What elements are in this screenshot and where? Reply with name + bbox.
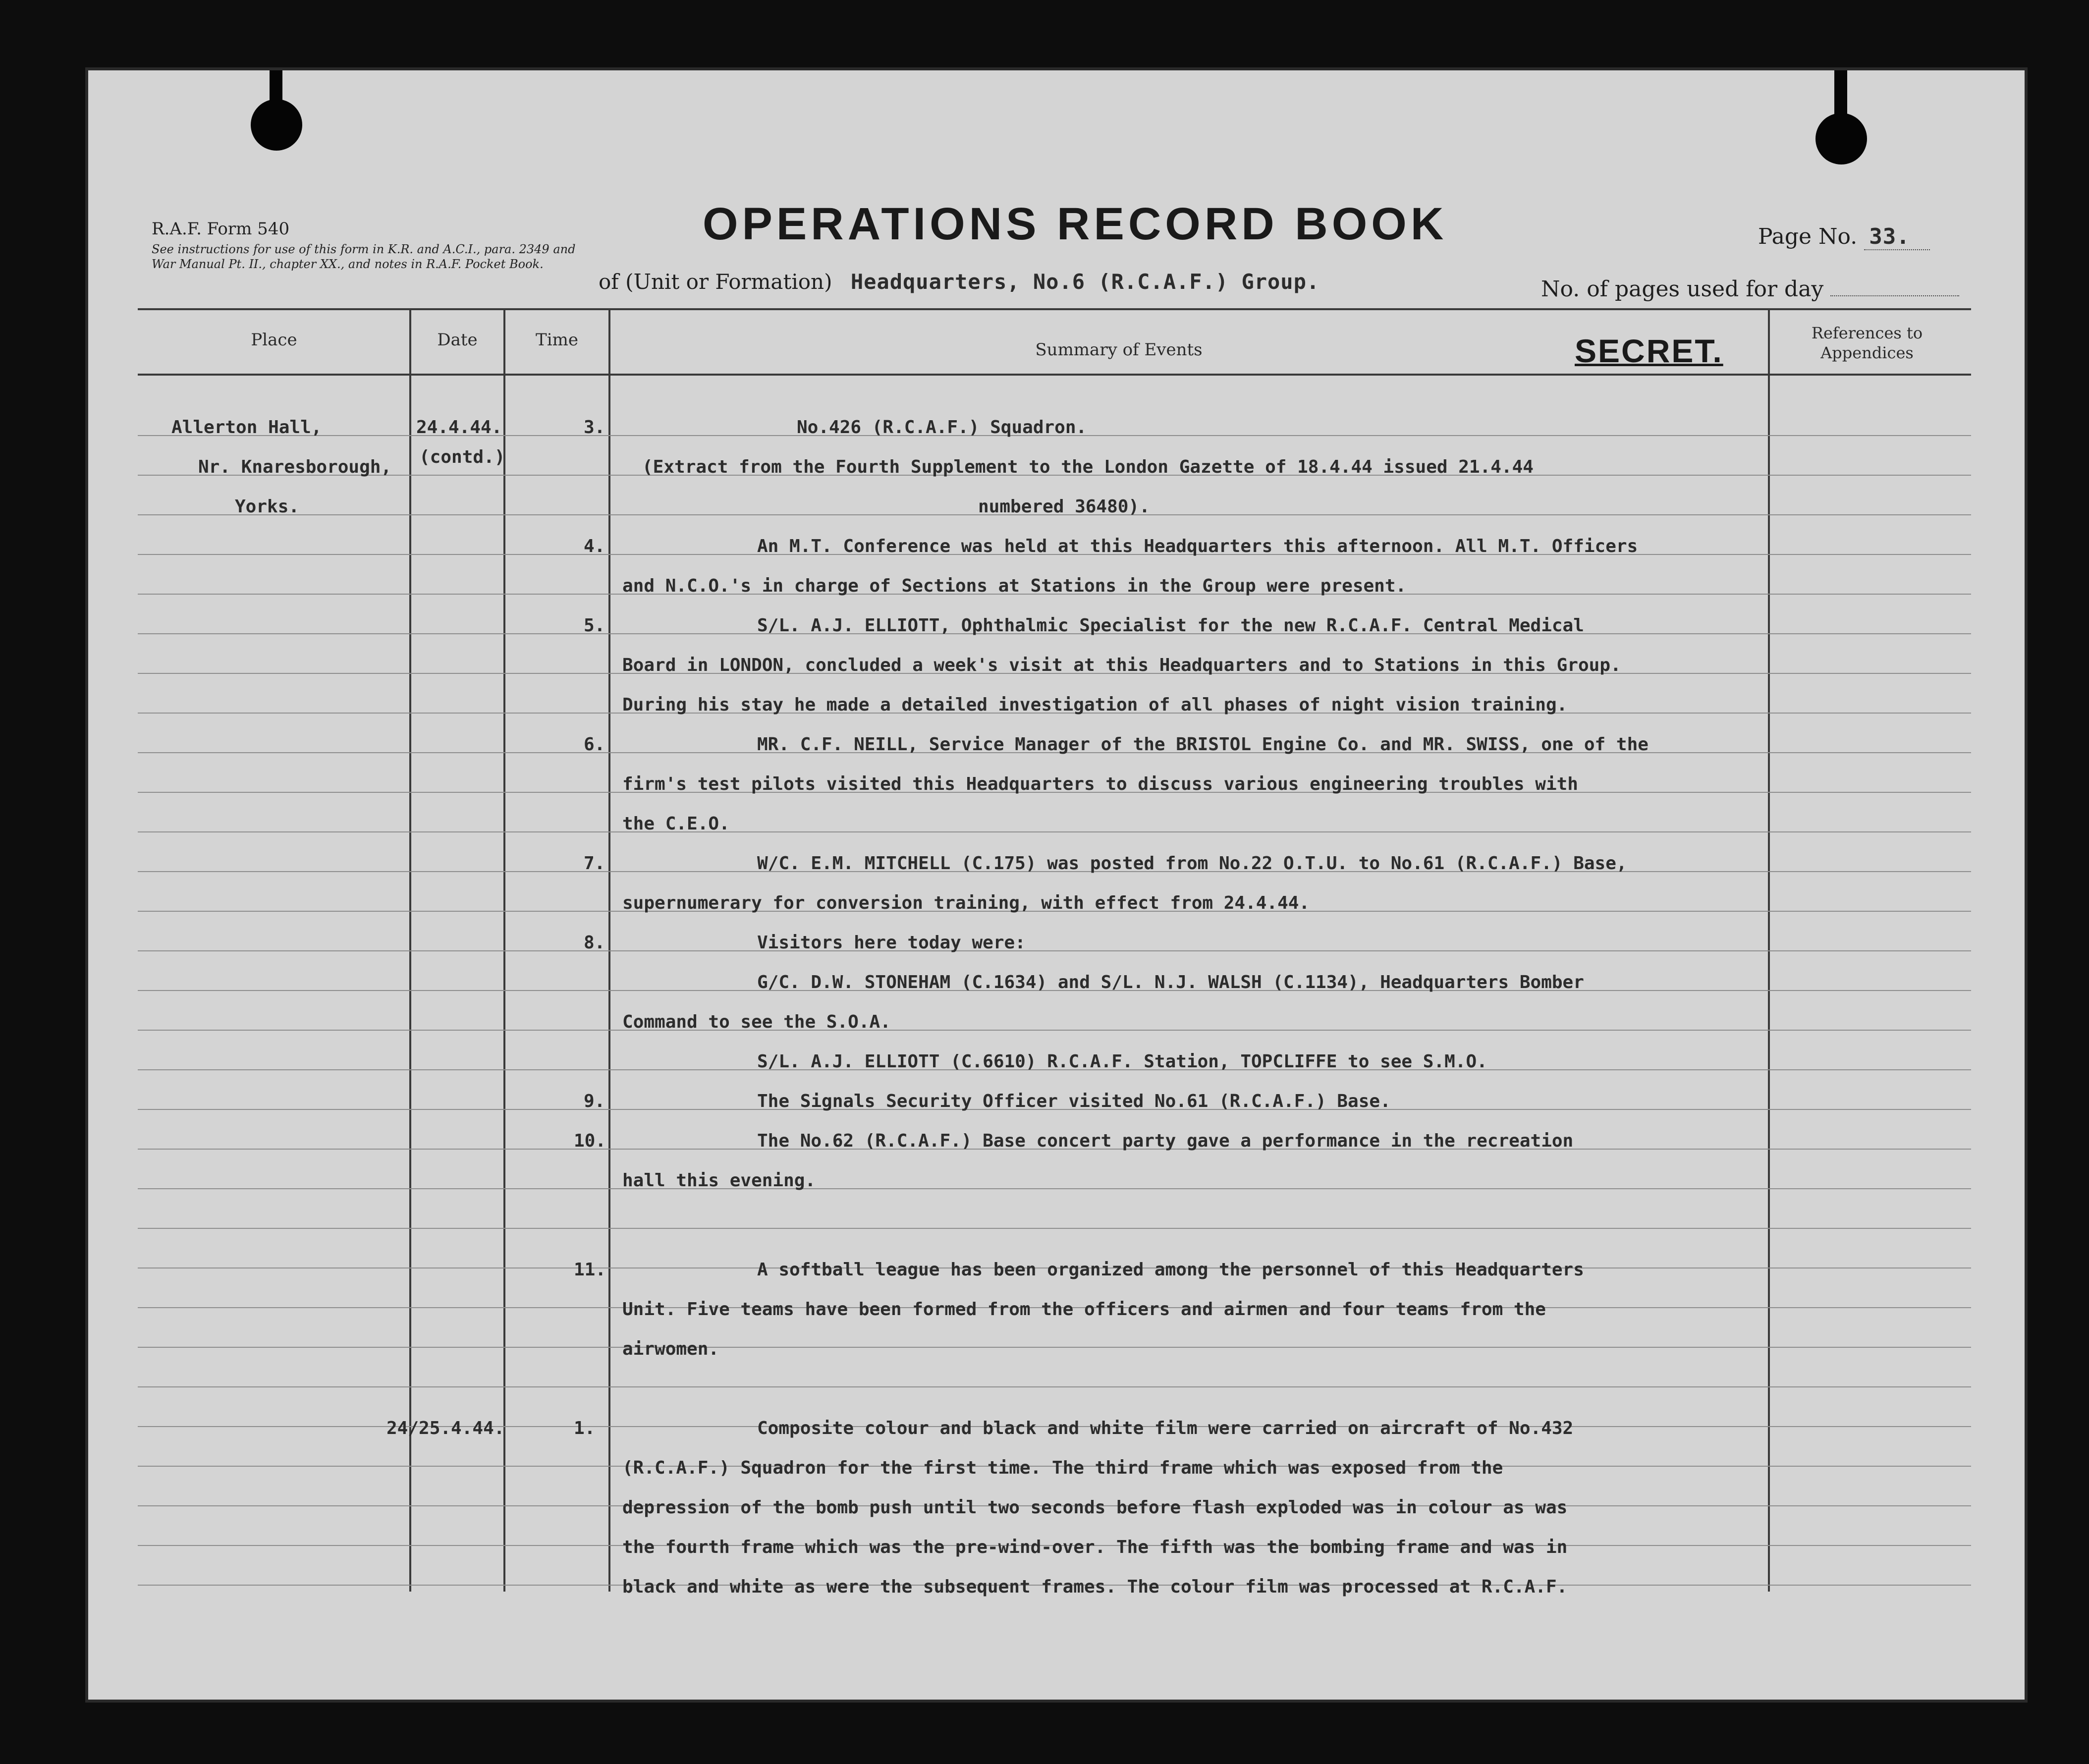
summary-line: S/L. A.J. ELLIOTT (C.6610) R.C.A.F. Station, TOPCLIFFE to see S.M.O.	[757, 1051, 1487, 1072]
pages-used-blank	[1830, 295, 1959, 296]
column-header-summary: Summary of Events	[1035, 340, 1203, 360]
item-number: 3.	[584, 417, 605, 438]
item-number: 4.	[584, 536, 605, 556]
summary-line: numbered 36480).	[978, 496, 1150, 517]
summary-line: the C.E.O.	[622, 814, 730, 834]
unit-value: Headquarters, No.6 (R.C.A.F.) Group.	[850, 270, 1320, 294]
page-number-label: Page No.	[1758, 224, 1858, 249]
summary-line: the fourth frame which was the pre-wind-over. The fifth was the bombing frame and was in	[622, 1537, 1568, 1557]
ruled-line	[138, 1386, 1971, 1387]
column-header-references: References to Appendices	[1811, 324, 1923, 362]
unit-label: of (Unit or Formation)	[599, 270, 832, 294]
ruled-line	[138, 1228, 1971, 1229]
column-header-place: Place	[251, 330, 297, 350]
summary-line: The No.62 (R.C.A.F.) Base concert party gave a performance in the recreation	[757, 1131, 1574, 1151]
column-header-date: Date	[437, 330, 478, 350]
ruled-line	[138, 950, 1971, 951]
summary-line: No.426 (R.C.A.F.) Squadron.	[797, 417, 1087, 438]
divider-place-date	[409, 308, 411, 1592]
form-instructions: See instructions for use of this form in K.R. and A.C.I., para. 2349 and War Manual Pt. II., chapter XX., and notes in R.A.F. Pocket Book.	[152, 242, 576, 271]
summary-line: (R.C.A.F.) Squadron for the first time. The third frame which was exposed from the	[622, 1458, 1503, 1478]
binder-hole-right	[1815, 113, 1867, 165]
item-number: 5.	[584, 615, 605, 636]
date-entry: 24/25.4.44.	[386, 1418, 505, 1438]
table-top-rule	[138, 308, 1971, 310]
ruled-line	[138, 831, 1971, 832]
summary-line: Command to see the S.O.A.	[622, 1012, 891, 1032]
item-number: 9.	[584, 1091, 605, 1111]
page-number-value: 33.	[1864, 224, 1929, 250]
date-entry: 24.4.44.	[416, 417, 502, 438]
place-line-2: Nr. Knaresborough,	[198, 457, 392, 477]
place-line-1: Allerton Hall,	[171, 417, 322, 438]
ruled-line	[138, 1030, 1971, 1031]
page-title: OPERATIONS RECORD BOOK	[703, 199, 1448, 249]
place-line-3: Yorks.	[235, 496, 300, 517]
date-continued: (contd.)	[419, 447, 505, 467]
page-number	[1758, 224, 1930, 249]
item-number: 1.	[574, 1418, 596, 1438]
summary-line: G/C. D.W. STONEHAM (C.1634) and S/L. N.J. WALSH (C.1134), Headquarters Bomber	[757, 972, 1584, 992]
binder-hole-left	[251, 99, 302, 151]
item-number: 8.	[584, 933, 605, 953]
summary-line: black and white as were the subsequent frames. The colour film was processed at R.C.A.F.	[622, 1577, 1568, 1597]
item-number: 11.	[574, 1260, 606, 1280]
summary-line: MR. C.F. NEILL, Service Manager of the BRISTOL Engine Co. and MR. SWISS, one of the	[757, 734, 1649, 755]
ruled-line	[138, 1347, 1971, 1348]
summary-line: Composite colour and black and white film were carried on aircraft of No.432	[757, 1418, 1574, 1438]
ruled-line	[138, 1188, 1971, 1189]
summary-line: A softball league has been organized among the personnel of this Headquarters	[757, 1260, 1584, 1280]
column-header-time: Time	[536, 330, 578, 350]
divider-time-summary	[608, 308, 610, 1592]
unit-row	[599, 270, 1319, 294]
pages-used-label: No. of pages used for day	[1541, 276, 1824, 302]
summary-line: airwomen.	[622, 1339, 719, 1359]
record-sheet	[85, 67, 2028, 1703]
item-number: 7.	[584, 853, 605, 874]
summary-line: During his stay he made a detailed investigation of all phases of night vision training.	[622, 695, 1568, 715]
summary-line: Board in LONDON, concluded a week's visit at this Headquarters and to Stations in this Group.	[622, 655, 1621, 675]
summary-line: W/C. E.M. MITCHELL (C.175) was posted from No.22 O.T.U. to No.61 (R.C.A.F.) Base,	[757, 853, 1627, 874]
item-number: 10.	[574, 1131, 606, 1151]
summary-line: firm's test pilots visited this Headquarters to discuss various engineering troubles with	[622, 774, 1578, 794]
summary-line: Visitors here today were:	[757, 933, 1026, 953]
divider-date-time	[503, 308, 505, 1592]
summary-line: The Signals Security Officer visited No.61 (R.C.A.F.) Base.	[757, 1091, 1391, 1111]
item-number: 6.	[584, 734, 605, 755]
summary-line: depression of the bomb push until two seconds before flash exploded was in colour as was	[622, 1497, 1568, 1518]
header-bottom-rule	[138, 374, 1971, 376]
summary-line: An M.T. Conference was held at this Headquarters this afternoon. All M.T. Officers	[757, 536, 1638, 556]
divider-summary-references	[1768, 308, 1770, 1592]
summary-line: and N.C.O.'s in charge of Sections at Stations in the Group were present.	[622, 576, 1407, 596]
summary-line: Unit. Five teams have been formed from the officers and airmen and four teams from the	[622, 1299, 1546, 1320]
classification-stamp: SECRET.	[1575, 332, 1723, 369]
summary-line: (Extract from the Fourth Supplement to the London Gazette of 18.4.44 issued 21.4.44	[642, 457, 1534, 477]
summary-line: supernumerary for conversion training, with effect from 24.4.44.	[622, 893, 1310, 913]
form-number: R.A.F. Form 540	[152, 219, 290, 239]
summary-line: S/L. A.J. ELLIOTT, Ophthalmic Specialist for the new R.C.A.F. Central Medical	[757, 615, 1584, 636]
summary-line: hall this evening.	[622, 1170, 816, 1191]
pages-used-for-day	[1541, 276, 1959, 302]
